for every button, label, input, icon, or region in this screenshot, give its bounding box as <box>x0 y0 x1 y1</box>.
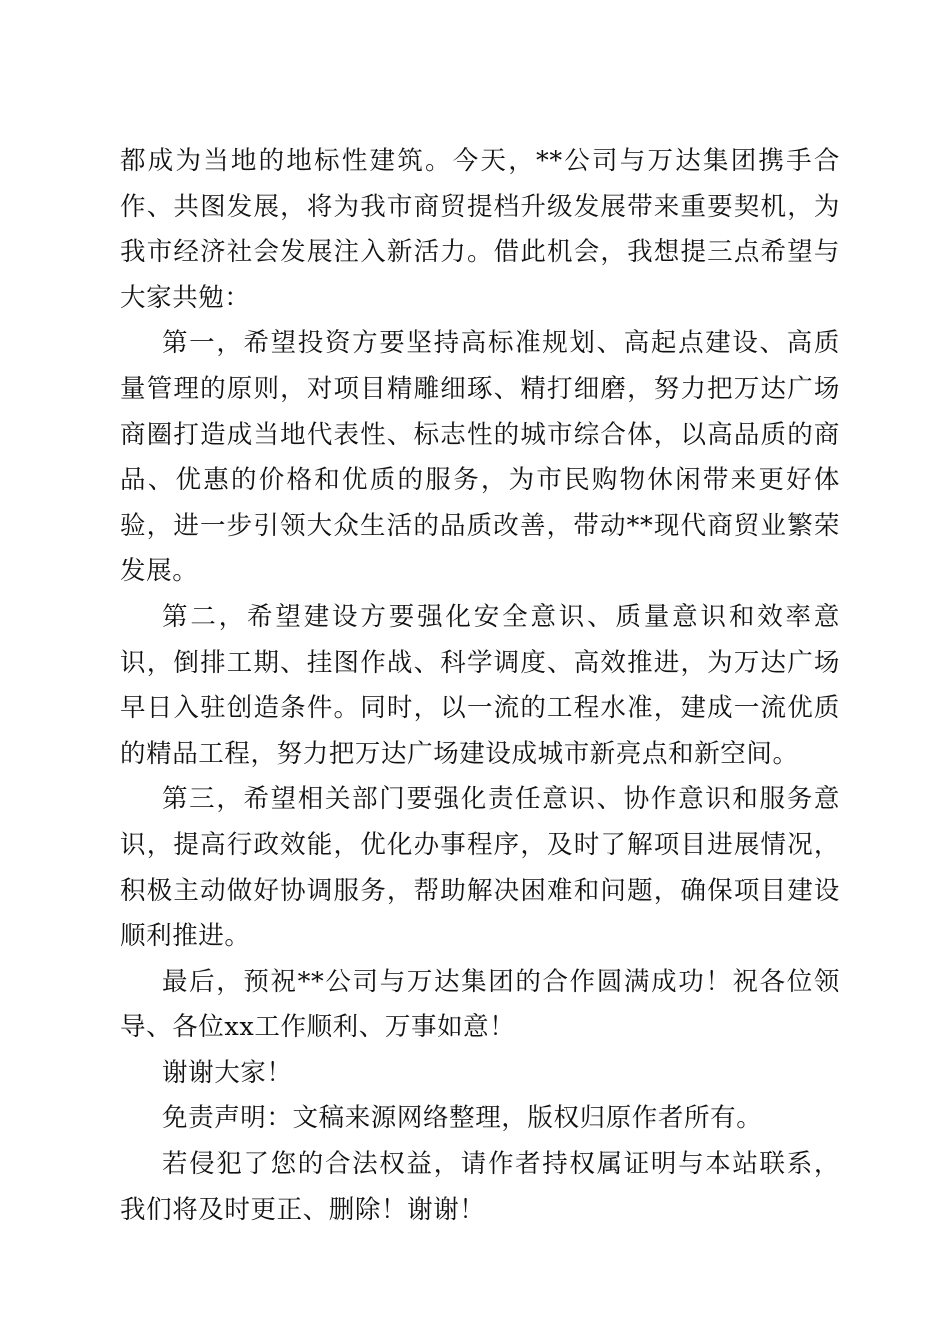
paragraph-disclaimer: 免责声明：文稿来源网络整理，版权归原作者所有。 <box>162 1103 763 1134</box>
paragraph-point-one: 第一，希望投资方要坚持高标准规划、高起点建设、高质量管理的原则，对项目精雕细琢、精打细磨，努力把万达广场商圈打造成当地代表性、标志性的城市综合体，以高品质的商品、优惠的价格和优质的服务，为市民购物休闲带来更好体验，进一步引领大众生活的品质改善，带动**现代商贸业繁荣发展。 <box>120 328 840 587</box>
paragraph-point-three: 第三，希望相关部门要强化责任意识、协作意识和服务意识，提高行政效能，优化办事程序，及时了解项目进展情况，积极主动做好协调服务，帮助解决困难和问题，确保项目建设顺利推进。 <box>120 784 840 952</box>
paragraph-point-two: 第二，希望建设方要强化安全意识、质量意识和效率意识，倒排工期、挂图作战、科学调度、高效推进，为万达广场早日入驻创造条件。同时，以一流的工程水准，建成一流优质的精品工程，努力把万达广场建设成城市新亮点和新空间。 <box>120 601 840 769</box>
paragraph-infringement-notice: 若侵犯了您的合法权益，请作者持权属证明与本站联系，我们将及时更正、删除！谢谢！ <box>120 1149 840 1225</box>
paragraph-closing-wishes: 最后，预祝**公司与万达集团的合作圆满成功！祝各位领导、各位xx工作顺利、万事如意！ <box>120 966 840 1043</box>
document-body <box>120 139 840 1233</box>
paragraph-thanks: 谢谢大家！ <box>162 1057 293 1088</box>
paragraph-continuation: 都成为当地的地标性建筑。今天，**公司与万达集团携手合作、共图发展，将为我市商贸提档升级发展带来重要契机，为我市经济社会发展注入新活力。借此机会，我想提三点希望与大家共勉： <box>120 146 840 313</box>
